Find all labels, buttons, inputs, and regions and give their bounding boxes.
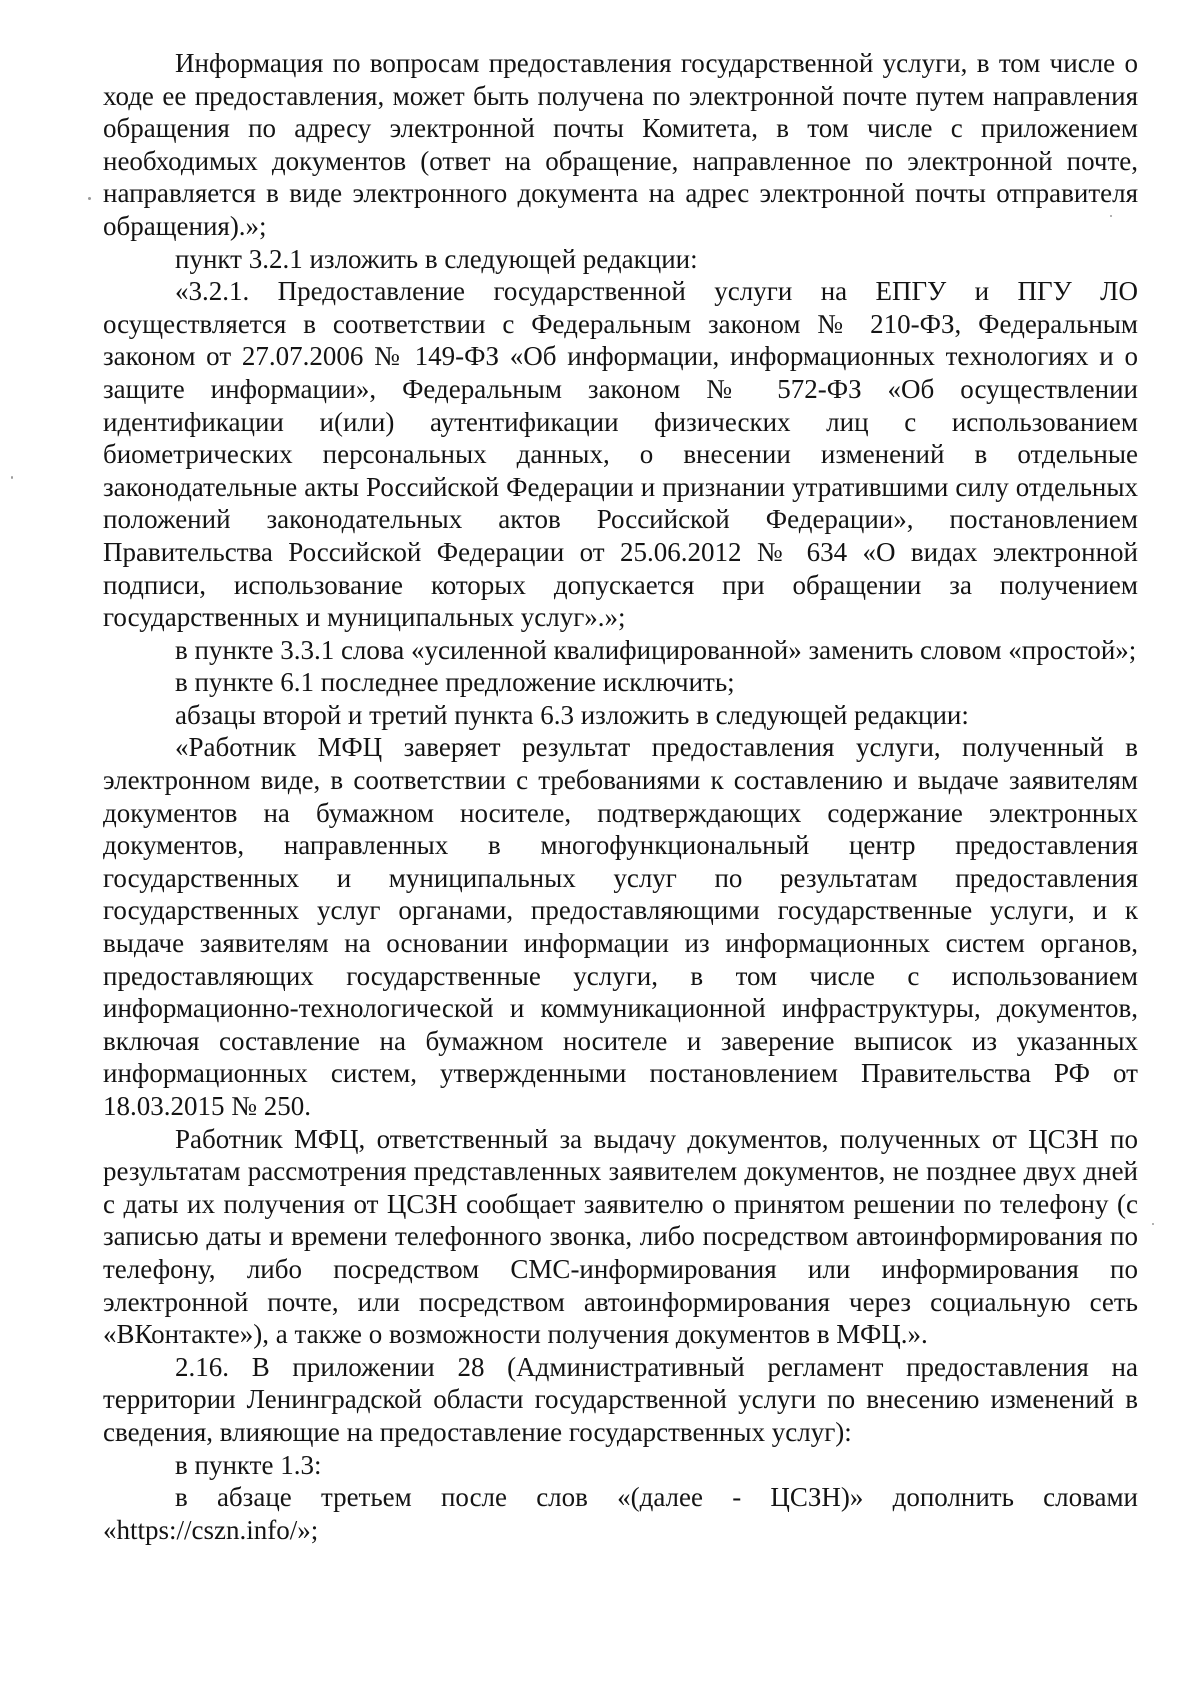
paragraph-info-email: Информация по вопросам предоставления государственной услуги, в том числе о ходе ее предоставления, может быть получена по электронной почте путем направления обращения по адресу электронной почты Комитета, в том числе с приложением необходимых документов (ответ на обращение, направленное по электронной почте, направляется в виде электронного документа на адрес электронной почты отправителя обращения).»; (103, 48, 1138, 241)
document-body (103, 47, 1138, 1546)
scan-speck (1152, 1223, 1154, 1225)
paragraph-item-1-3-text: в абзаце третьем после слов «(далее - ЦСЗН)» дополнить словами «https://cszn.info/»; (103, 1482, 1138, 1545)
scan-speck (11, 476, 13, 479)
scan-speck (88, 197, 91, 200)
paragraph-section-2-16: 2.16. В приложении 28 (Административный регламент предоставления на территории Ленинградской области государственной услуги по внесению изменений в сведения, влияющие на предоставление государственных услуг): (103, 1351, 1138, 1447)
paragraph-item-3-2-1-text: «3.2.1. Предоставление государственной услуги на ЕПГУ и ПГУ ЛО осуществляется в соответствии с Федеральным законом № 210-ФЗ, Федеральным законом от 27.07.2006 № 149-ФЗ «Об информации, информационных технологиях и о защите информации», Федеральным законом № 572-ФЗ «Об осуществлении идентификации и(или) аутентификации физических лиц с использованием биометрических персональных данных, о внесении изменений в отдельные законодательные акты Российской Федерации и признании утратившими силу отдельных положений законодательных актов Российской Федерации», постановлением Правительства Российской Федерации от 25.06.2012 № 634 «О видах электронной подписи, использование которых допускается при обращении за получением государственных и муниципальных услуг».»; (103, 276, 1138, 633)
paragraph-item-6-3-second: Работник МФЦ, ответственный за выдачу документов, полученных от ЦСЗН по результатам рассмотрения представленных заявителем документов, не позднее двух дней с даты их получения от ЦСЗН сообщает заявителю о принятом решении по телефону (с записью даты и времени телефонного звонка, либо посредством автоинформирования по телефону, либо посредством СМС-информирования или информирования по электронной почте, или посредством автоинформирования через социальную сеть «ВКонтакте»), а также о возможности получения документов в МФЦ.». (103, 1123, 1138, 1350)
paragraph-item-6-3-first: «Работник МФЦ заверяет результат предоставления услуги, полученный в электронном виде, в соответствии с требованиями к составлению и выдаче заявителям документов на бумажном носителе, подтверждающих содержание электронных документов, направленных в многофункциональный центр предоставления государственных и муниципальных услуг по результатам предоставления государственных услуг органами, предоставляющими государственные услуги, и к выдаче заявителям на основании информации из информационных систем органов, предоставляющих государственные услуги, в том числе с использованием информационно-технологической и коммуникационной инфраструктуры, документов, включая составление на бумажном носителе и заверение выписок из указанных информационных систем, утвержденными постановлением Правительства РФ от 18.03.2015 № 250. (103, 732, 1138, 1121)
paragraph-item-3-2-1-intro: пункт 3.2.1 изложить в следующей редакции: (175, 243, 698, 274)
paragraph-item-6-1: в пункте 6.1 последнее предложение исключить; (175, 667, 735, 698)
paragraph-item-3-3-1: в пункте 3.3.1 слова «усиленной квалифицированной» заменить словом «простой»; (175, 634, 1137, 665)
paragraph-item-1-3-intro: в пункте 1.3: (175, 1449, 322, 1480)
paragraph-item-6-3-intro: абзацы второй и третий пункта 6.3 изложить в следующей редакции: (175, 699, 969, 730)
